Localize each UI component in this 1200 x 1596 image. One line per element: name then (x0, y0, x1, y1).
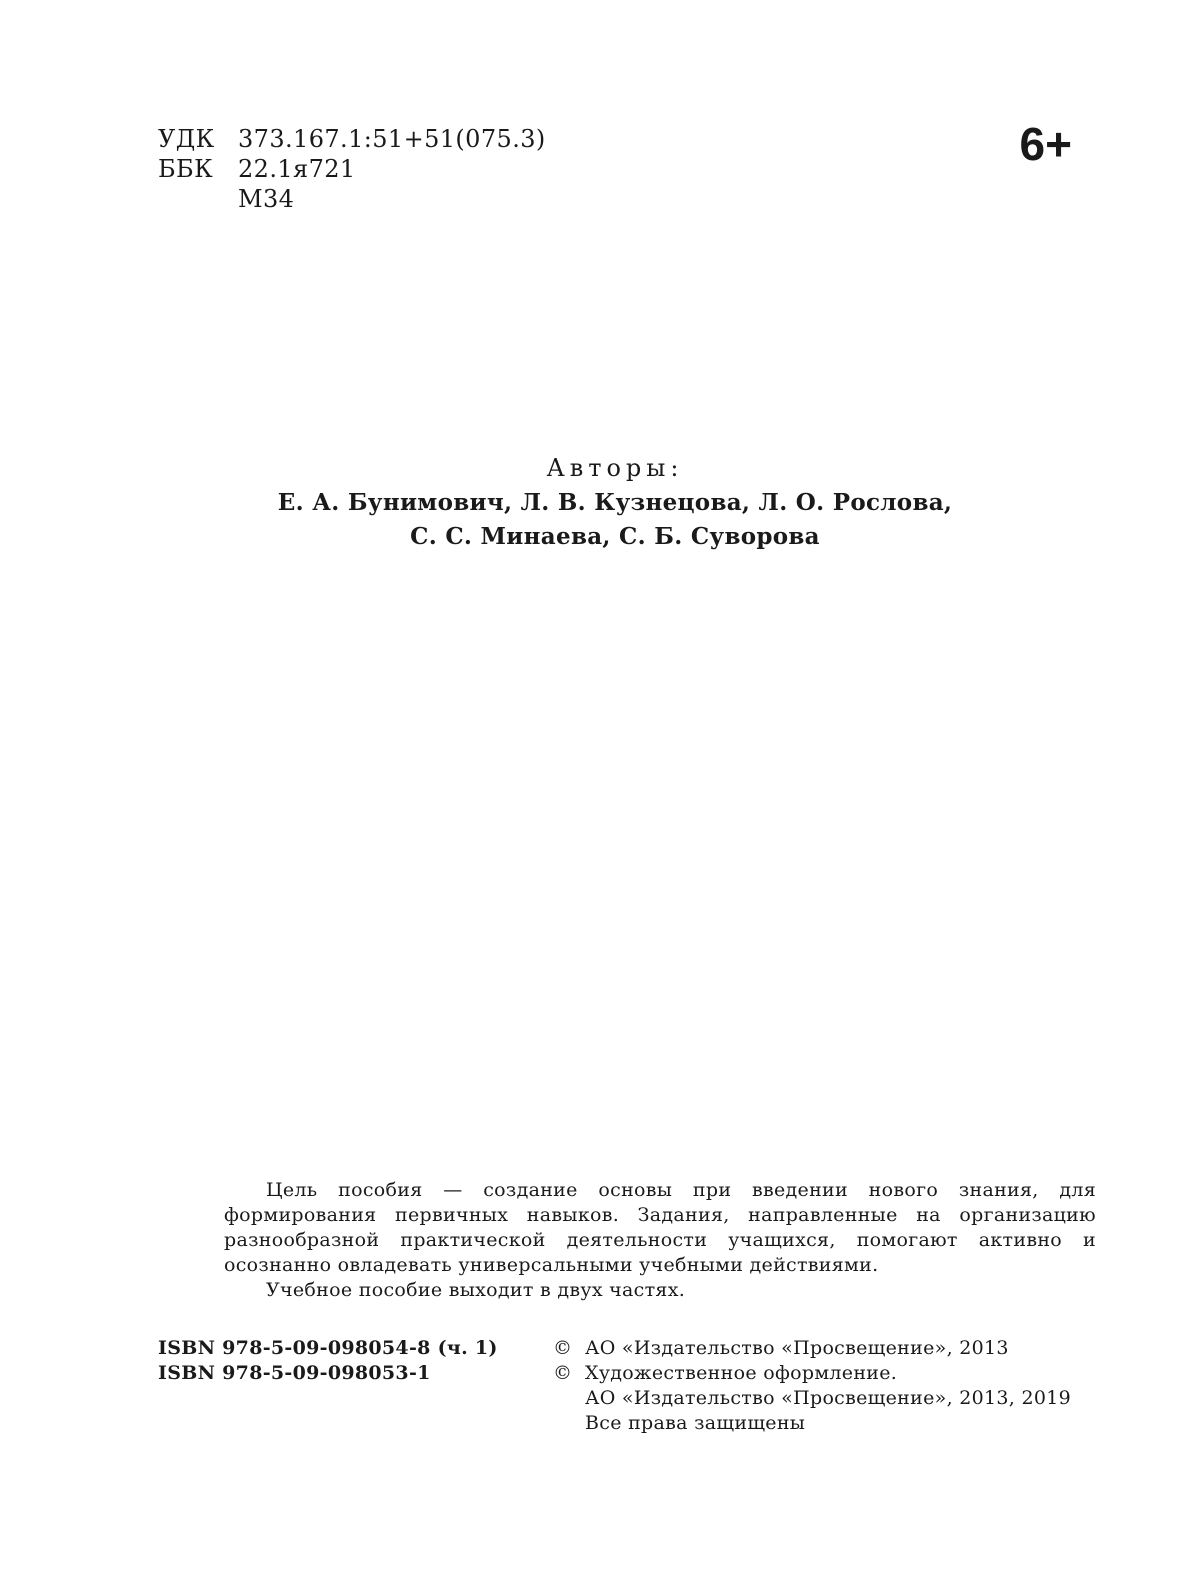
copyright-line-2: Художественное оформление. (585, 1362, 898, 1384)
isbn-line-2: ISBN 978-5-09-098053-1 (158, 1362, 431, 1384)
copyright-symbol: © (553, 1337, 573, 1359)
description (224, 1178, 1096, 1303)
copyright-symbol: © (553, 1362, 573, 1384)
author-mark-row (158, 184, 546, 214)
bbk-value: 22.1я721 (238, 155, 356, 183)
copyright-row-1 (553, 1336, 1071, 1361)
udk-value: 373.167.1:51+51(075.3) (238, 125, 546, 153)
description-paragraph-1: Цель пособия — создание основы при введении нового знания, для формирования первичных навыков. Задания, направленные на организацию разнообразной практической деятельности учащихся, помогают активно и осознанно овладевать универсальными учебными действиями. (224, 1179, 1096, 1276)
copyright-row-4 (553, 1411, 1071, 1436)
authors-section (0, 452, 1200, 554)
copyright-row-2 (553, 1361, 1071, 1386)
udk-row (158, 124, 546, 154)
copyright-line-4: Все права защищены (585, 1412, 806, 1434)
copyright-row-3 (553, 1386, 1071, 1411)
authors-line-2: С. С. Минаева, С. Б. Суворова (410, 523, 820, 550)
description-paragraph-2: Учебное пособие выходит в двух частях. (266, 1279, 686, 1301)
bbk-row (158, 154, 546, 184)
authors-heading: Авторы: (546, 454, 684, 482)
copyright-line-1: АО «Издательство «Просвещение», 2013 (585, 1337, 1009, 1359)
bbk-label: ББК (158, 155, 214, 183)
authors-line-1: Е. А. Бунимович, Л. В. Кузнецова, Л. О. Рослова, (277, 489, 953, 516)
isbn-line-1: ISBN 978-5-09-098054-8 (ч. 1) (158, 1337, 498, 1359)
classification-codes (158, 124, 546, 214)
copyright-block (553, 1336, 1071, 1436)
author-mark: М34 (238, 185, 295, 213)
age-rating: 6+ (1019, 118, 1072, 170)
copyright-line-3: АО «Издательство «Просвещение», 2013, 2019 (585, 1387, 1072, 1409)
isbn-block (158, 1336, 498, 1386)
udk-label: УДК (158, 125, 215, 153)
